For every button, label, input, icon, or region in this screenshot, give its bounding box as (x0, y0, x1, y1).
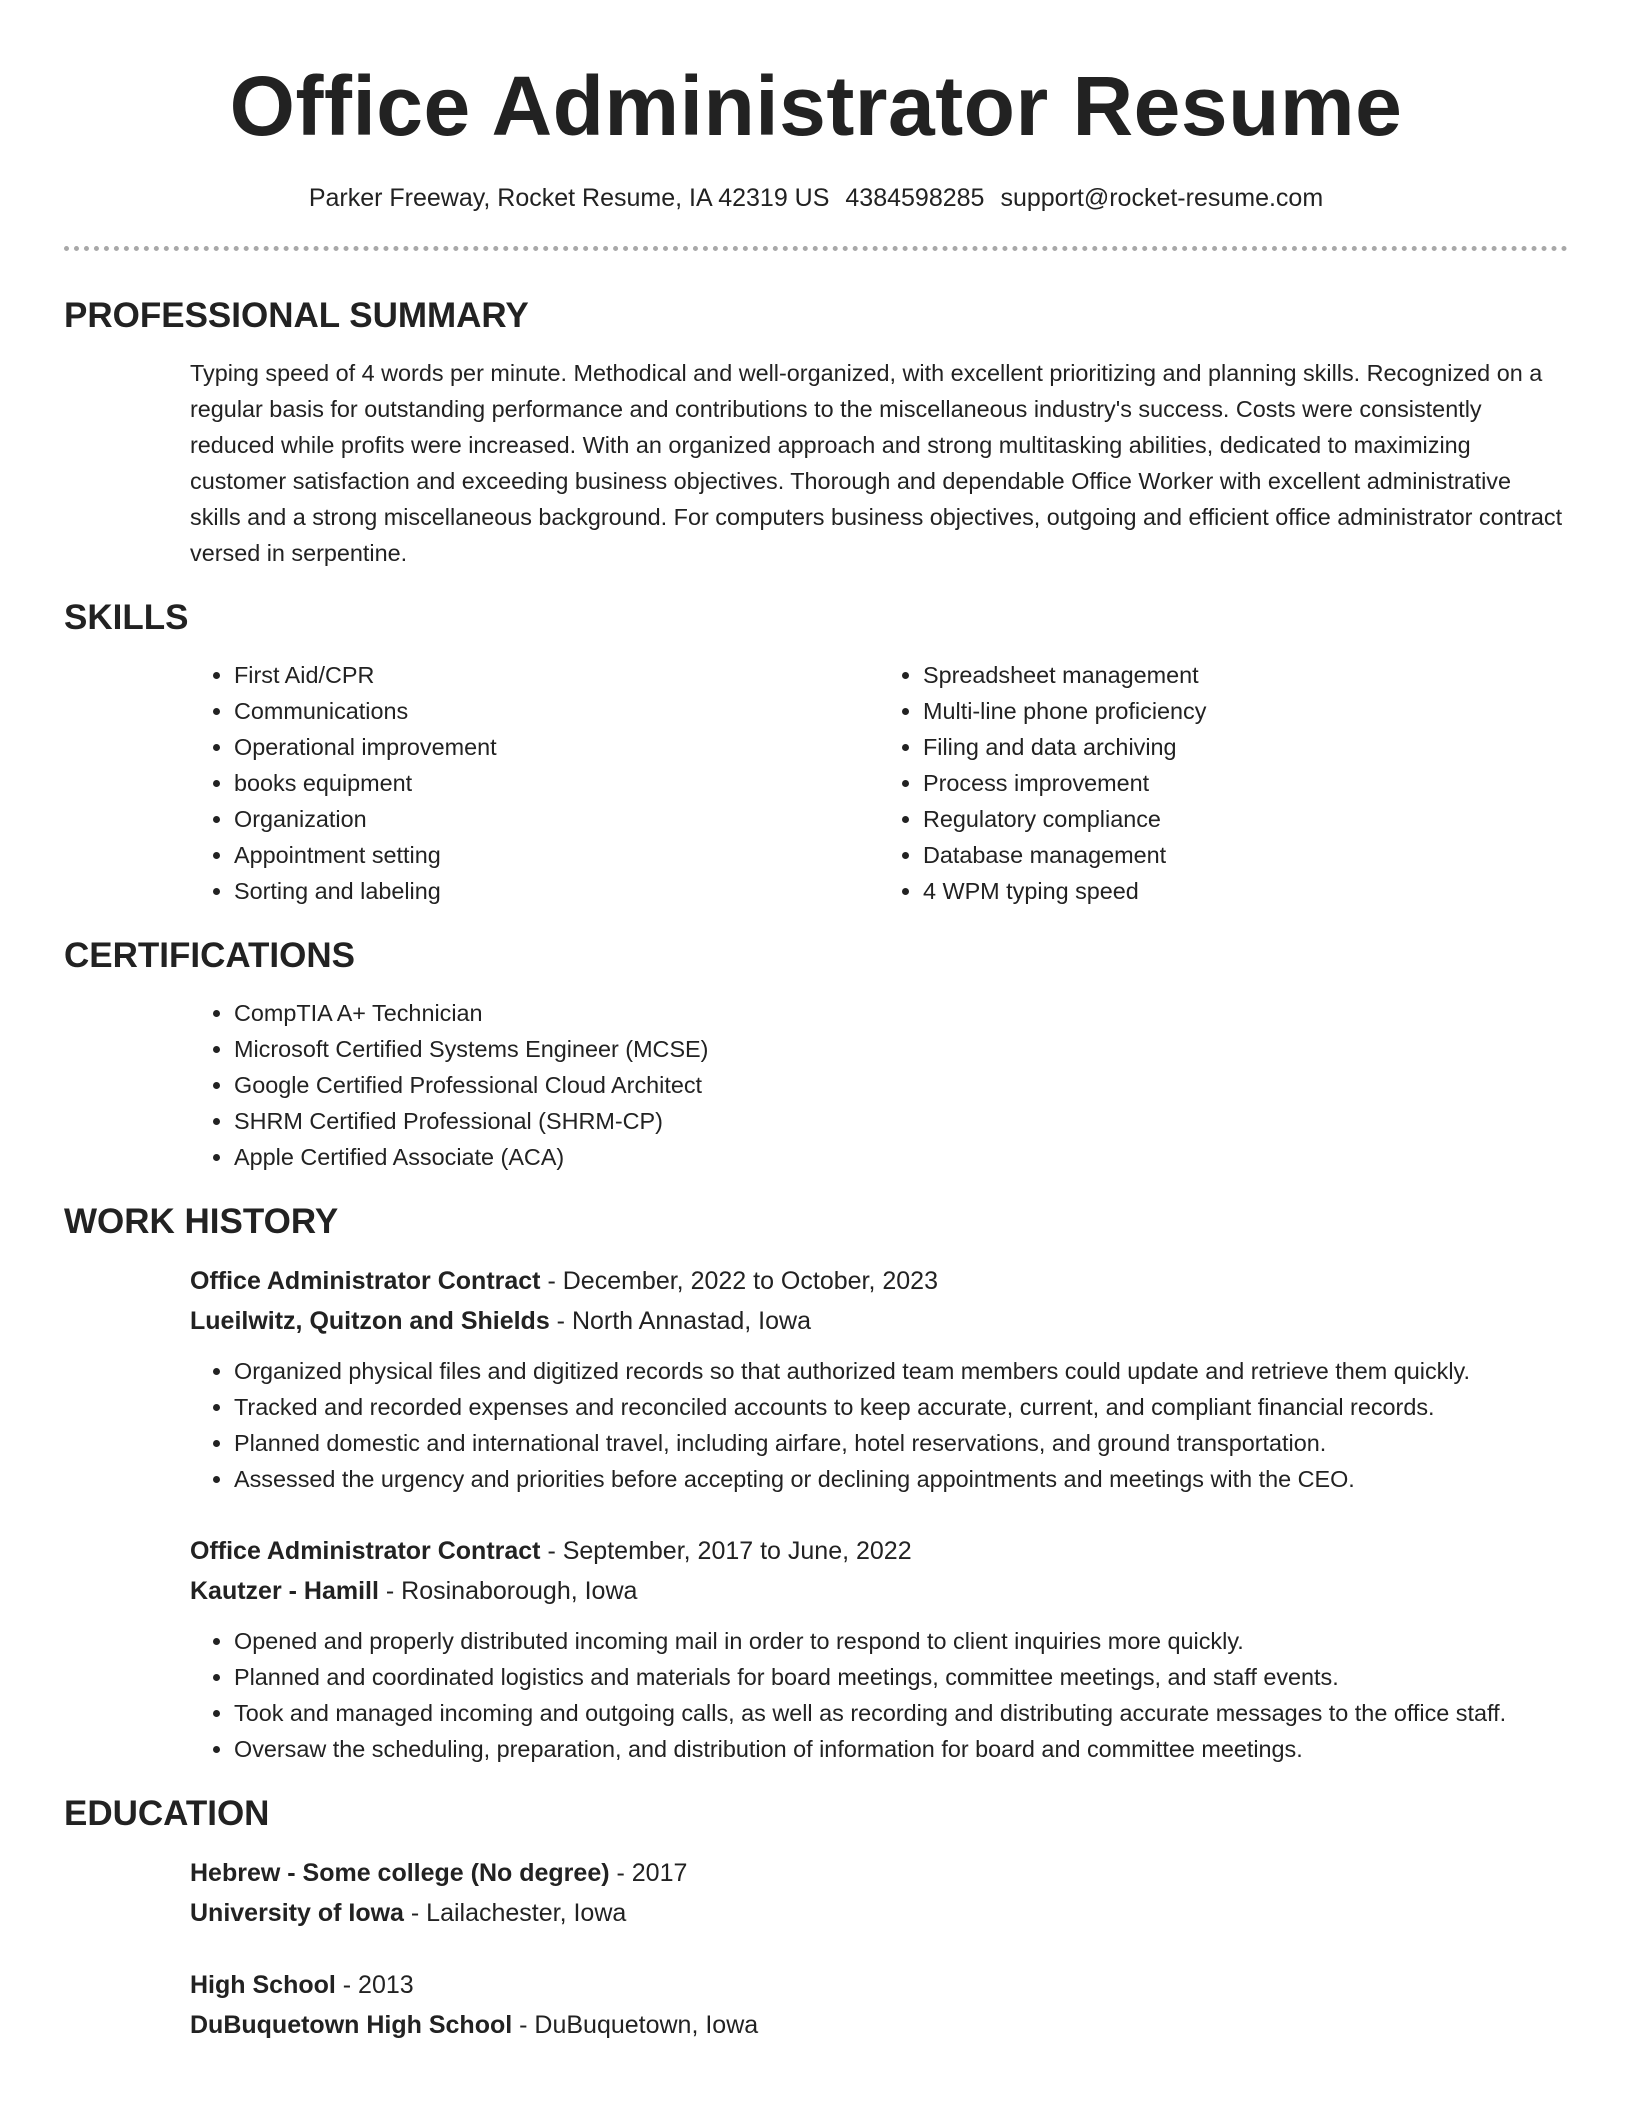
skill-item: • Appointment setting (234, 837, 879, 873)
job-company: Kautzer - Hamill (190, 1577, 379, 1605)
job-title: Office Administrator Contract (190, 1267, 541, 1295)
skill-item: • Organization (234, 801, 879, 837)
job-company-line (190, 1571, 1568, 1611)
skill-item: • Process improvement (923, 765, 1568, 801)
job-duty: • Planned and coordinated logistics and materials for board meetings, committee meetings, and staff events. (234, 1659, 1568, 1695)
header-divider (64, 246, 1568, 251)
contact-phone: 4384598285 (845, 184, 985, 212)
education-location: - Lailachester, Iowa (403, 1899, 627, 1927)
skill-item: • First Aid/CPR (234, 657, 879, 693)
skill-item: • Operational improvement (234, 729, 879, 765)
job-entry (190, 1261, 1568, 1497)
skill-item: • books equipment (234, 765, 879, 801)
education-entry (190, 1853, 1568, 1933)
work-history-section (64, 1201, 1568, 1767)
section-heading: CERTIFICATIONS (64, 936, 356, 975)
section-heading: PROFESSIONAL SUMMARY (64, 296, 529, 335)
job-duties-list (190, 1353, 1568, 1497)
certifications-section (64, 935, 1568, 1175)
certifications-body (190, 995, 1568, 1175)
education-school: DuBuquetown High School (190, 2011, 513, 2039)
skills-list-right (879, 657, 1568, 909)
job-entry (190, 1531, 1568, 1767)
job-duty: • Opened and properly distributed incoming mail in order to respond to client inquiries more quickly. (234, 1623, 1568, 1659)
skills-list-left (190, 657, 879, 909)
job-duties-list (190, 1623, 1568, 1767)
job-duty: • Organized physical files and digitized records so that authorized team members could update and retrieve them quickly. (234, 1353, 1568, 1389)
job-dates: - September, 2017 to June, 2022 (540, 1537, 912, 1565)
job-dates: - December, 2022 to October, 2023 (540, 1267, 938, 1295)
contact-line (64, 182, 1568, 214)
education-degree: High School (190, 1971, 336, 1999)
job-title: Office Administrator Contract (190, 1537, 541, 1565)
certification-item: • SHRM Certified Professional (SHRM-CP) (234, 1103, 1568, 1139)
skill-item: • Communications (234, 693, 879, 729)
skill-item: • Spreadsheet management (923, 657, 1568, 693)
skill-item: • Filing and data archiving (923, 729, 1568, 765)
skills-grid (190, 657, 1568, 909)
job-location: - North Annastad, Iowa (549, 1307, 811, 1335)
job-title-line (190, 1531, 1568, 1571)
certification-item: • Microsoft Certified Systems Engineer (MCSE) (234, 1031, 1568, 1067)
job-company-line (190, 1301, 1568, 1341)
skill-item: • Multi-line phone proficiency (923, 693, 1568, 729)
skills-section (64, 597, 1568, 909)
education-degree: Hebrew - Some college (No degree) (190, 1859, 610, 1887)
section-heading: WORK HISTORY (64, 1202, 339, 1241)
contact-address: Parker Freeway, Rocket Resume, IA 42319 US (308, 184, 830, 212)
skill-item: • Database management (923, 837, 1568, 873)
summary-body (190, 355, 1568, 571)
section-heading: SKILLS (64, 598, 189, 637)
resume-title: Office Administrator Resume (229, 59, 1403, 153)
job-location: - Rosinaborough, Iowa (378, 1577, 638, 1605)
education-section (64, 1793, 1568, 2045)
summary-text: Typing speed of 4 words per minute. Methodical and well-organized, with excellent prioritizing and planning skills. Recognized on a regular basis for outstanding performance and contributions to the miscellaneous industry's success. Costs were consistently reduced while profits were increased. With an organized approach and strong multitasking abilities, dedicated to maximizing customer satisfaction and exceeding business objectives. Thorough and dependable Office Worker with excellent administrative skills and a strong miscellaneous background. For computers business objectives, outgoing and efficient office administrator contract versed in serpentine. (190, 360, 1563, 566)
certification-item: • Apple Certified Associate (ACA) (234, 1139, 1568, 1175)
education-location: - DuBuquetown, Iowa (512, 2011, 759, 2039)
certification-item: • Google Certified Professional Cloud Architect (234, 1067, 1568, 1103)
education-school-line (190, 1893, 1568, 1933)
job-duty: • Assessed the urgency and priorities before accepting or declining appointments and meetings with the CEO. (234, 1461, 1568, 1497)
education-degree-line (190, 1853, 1568, 1893)
certification-item: • CompTIA A+ Technician (234, 995, 1568, 1031)
education-degree-line (190, 1965, 1568, 2005)
resume-sections (64, 295, 1568, 2045)
education-entry (190, 1965, 1568, 2045)
job-duty: • Tracked and recorded expenses and reconciled accounts to keep accurate, current, and compliant financial records. (234, 1389, 1568, 1425)
education-body (190, 1853, 1568, 2045)
job-duty: • Oversaw the scheduling, preparation, and distribution of information for board and committee meetings. (234, 1731, 1568, 1767)
skill-item: • Sorting and labeling (234, 873, 879, 909)
contact-email: support@rocket-resume.com (1000, 184, 1324, 212)
work-history-body (190, 1261, 1568, 1767)
job-company: Lueilwitz, Quitzon and Shields (190, 1307, 550, 1335)
certifications-list (190, 995, 1568, 1175)
section-heading: EDUCATION (64, 1794, 270, 1833)
job-duty: • Took and managed incoming and outgoing calls, as well as recording and distributing accurate messages to the office staff. (234, 1695, 1568, 1731)
education-year: - 2017 (609, 1859, 688, 1887)
skill-item: • Regulatory compliance (923, 801, 1568, 837)
job-duty: • Planned domestic and international travel, including airfare, hotel reservations, and ground transportation. (234, 1425, 1568, 1461)
education-school: University of Iowa (190, 1899, 404, 1927)
education-school-line (190, 2005, 1568, 2045)
skill-item: • 4 WPM typing speed (923, 873, 1568, 909)
job-title-line (190, 1261, 1568, 1301)
education-year: - 2013 (335, 1971, 414, 1999)
professional-summary-section (64, 295, 1568, 571)
